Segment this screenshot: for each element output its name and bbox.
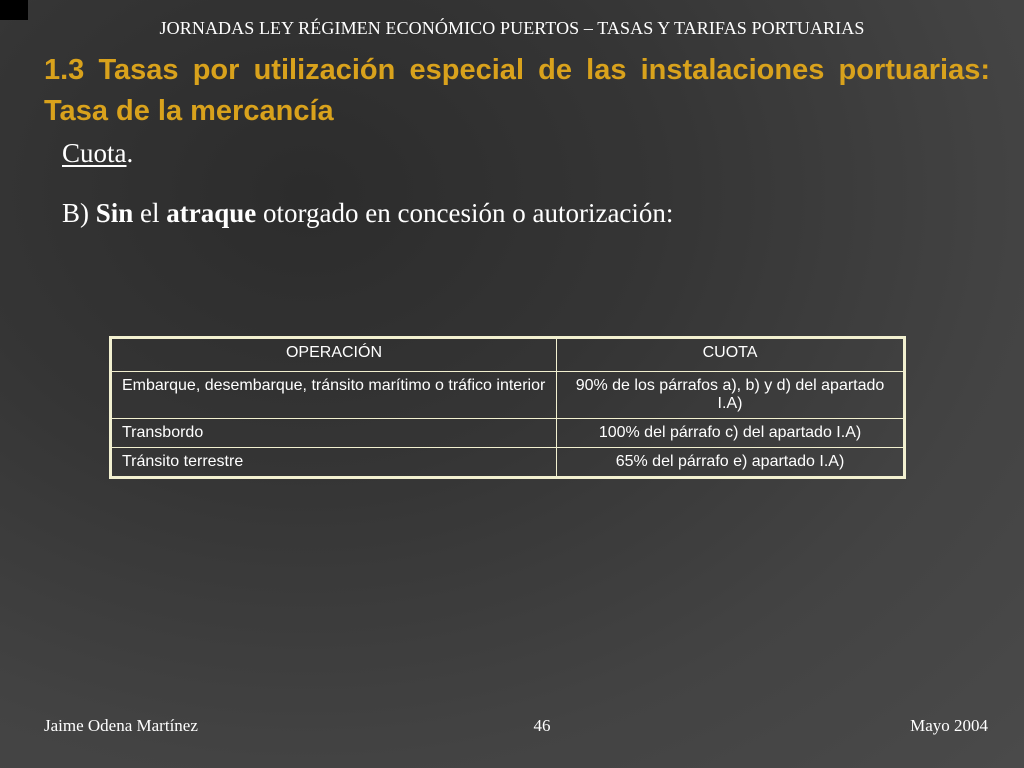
subheading-bold-atraque: atraque — [166, 198, 257, 228]
footer-date: Mayo 2004 — [910, 716, 988, 735]
table-row — [111, 419, 905, 448]
table-header-row — [111, 338, 905, 372]
table-row — [111, 372, 905, 419]
header-operacion: OPERACIÓN — [111, 338, 557, 372]
fee-cell: 65% del párrafo e) apartado I.A) — [557, 448, 905, 478]
footer-page-number: 46 — [533, 716, 551, 735]
fee-cell: 100% del párrafo c) del apartado I.A) — [557, 419, 905, 448]
subheading-prefix: B) — [62, 198, 96, 228]
subheading-bold-sin: Sin — [95, 198, 134, 228]
slide-title: 1.3 Tasas por utilización especial de las instalaciones portuarias: Tasa de la mercancía — [44, 54, 990, 127]
corner-mark — [0, 0, 28, 20]
subheading — [62, 198, 673, 229]
section-label-punct: . — [126, 138, 134, 168]
section-label-text: Cuota — [62, 138, 127, 168]
operation-cell: Tránsito terrestre — [111, 448, 557, 478]
presentation-header: JORNADAS LEY RÉGIMEN ECONÓMICO PUERTOS – TASAS Y TARIFAS PORTUARIAS — [159, 18, 865, 38]
table-row — [111, 448, 905, 478]
operation-cell: Embarque, desembarque, tránsito marítimo o tráfico interior — [111, 372, 557, 419]
fees-table — [109, 336, 906, 479]
subheading-mid: el — [133, 198, 167, 228]
fee-cell: 90% de los párrafos a), b) y d) del apartado I.A) — [557, 372, 905, 419]
footer-author: Jaime Odena Martínez — [44, 716, 198, 735]
operation-cell: Transbordo — [111, 419, 557, 448]
section-label — [62, 138, 133, 169]
header-cuota: CUOTA — [557, 338, 905, 372]
subheading-rest: otorgado en concesión o autorización: — [256, 198, 674, 228]
